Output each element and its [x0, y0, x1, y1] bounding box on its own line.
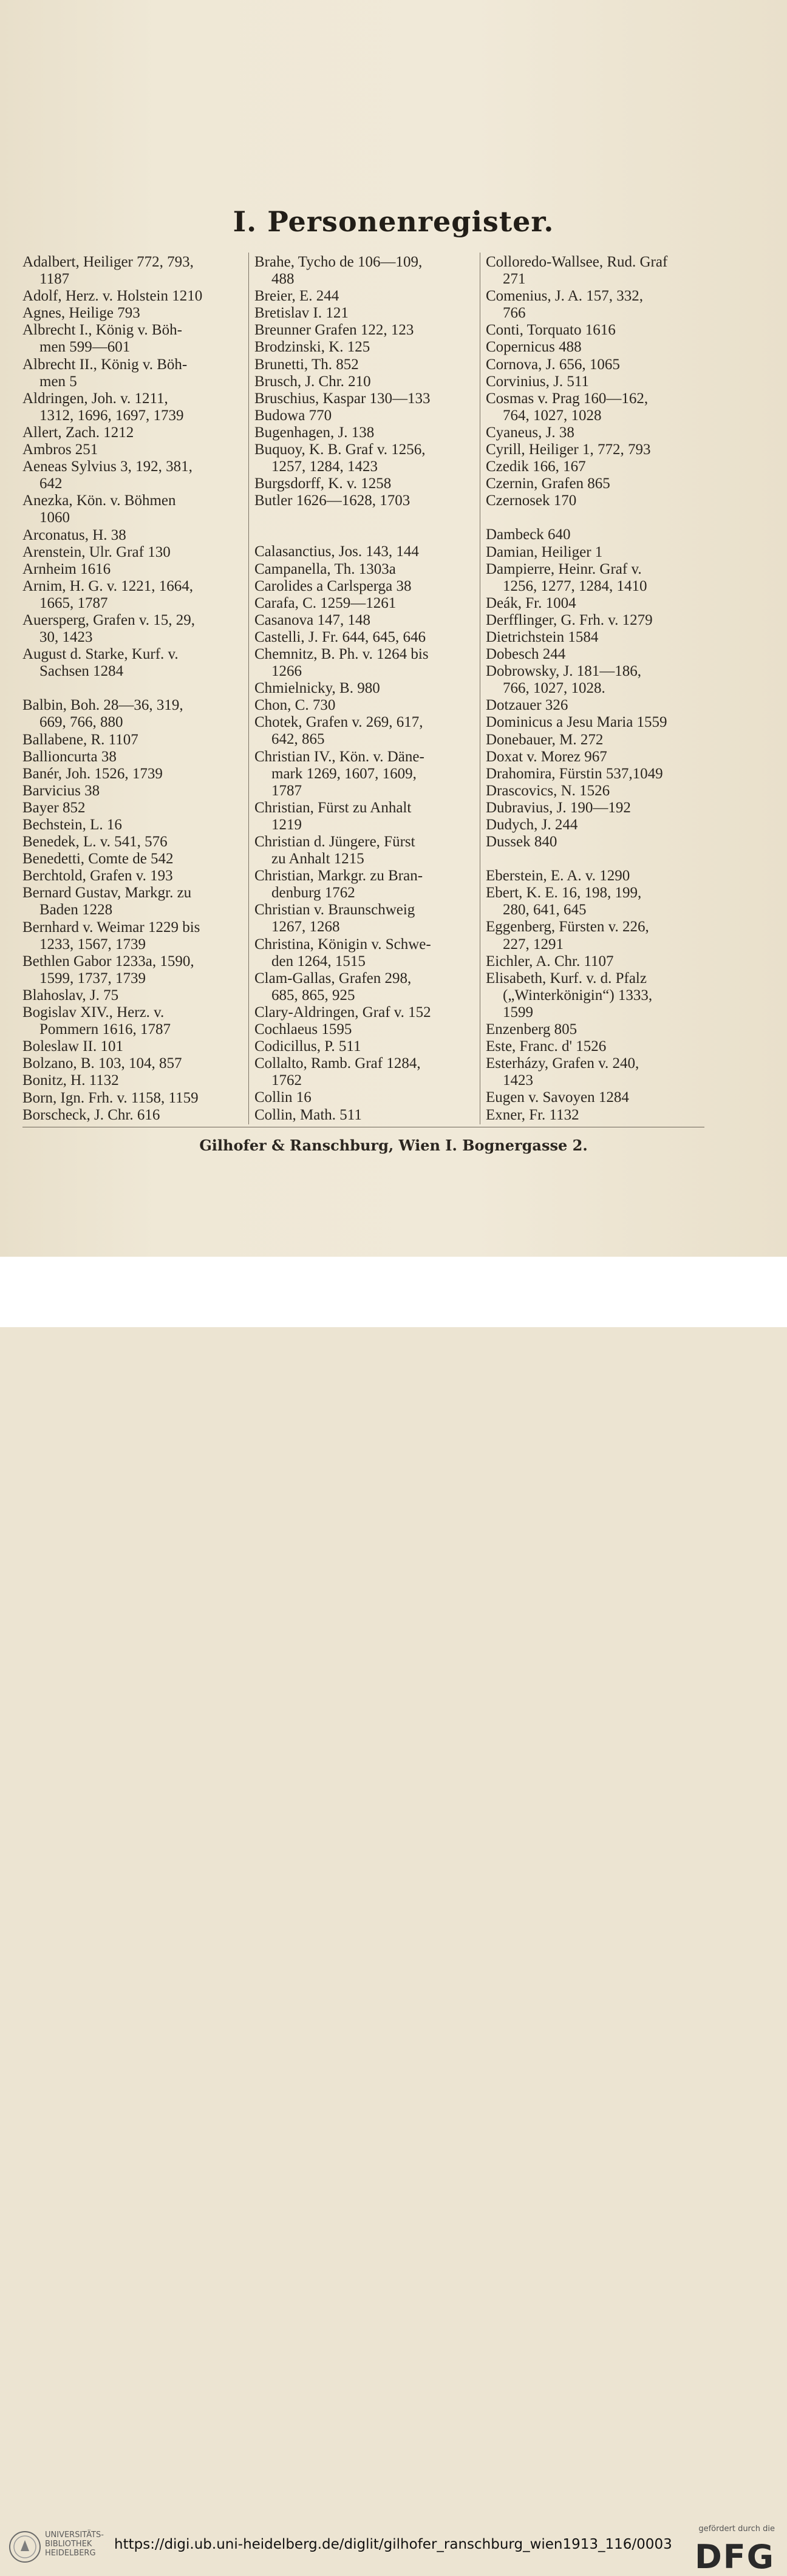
index-entry-line: Cyrill, Heiliger 1, 772, 793 — [486, 441, 651, 458]
index-entry-line: Dietrichstein 1584 — [486, 628, 599, 645]
index-entry-line: Cochlaeus 1595 — [254, 1021, 352, 1038]
index-entry-line: Albrecht II., König v. Böh- — [22, 356, 188, 373]
index-entry-line: Aldringen, Joh. v. 1211, — [22, 390, 168, 407]
index-entry-line: 1312, 1696, 1697, 1739 — [39, 407, 184, 424]
index-entry-line: 669, 766, 880 — [39, 714, 123, 731]
index-entry-line: Dobrowsky, J. 181—186, — [486, 663, 642, 680]
index-entry-line: Burgsdorff, K. v. 1258 — [254, 475, 392, 492]
index-entry-line: Bernard Gustav, Markgr. zu — [22, 885, 192, 902]
index-entry-line: Arenstein, Ulr. Graf 130 — [22, 543, 171, 560]
index-entry-line: Budowa 770 — [254, 407, 332, 424]
university-seal-icon — [9, 2530, 41, 2563]
index-entry-line: Bugenhagen, J. 138 — [254, 424, 375, 441]
index-entry-line: Banér, Joh. 1526, 1739 — [22, 765, 163, 782]
index-entry-line: 1423 — [503, 1072, 533, 1089]
index-entry-line: Balbin, Boh. 28—36, 319, — [22, 697, 183, 714]
index-entry-line: Dubravius, J. 190—192 — [486, 799, 631, 816]
index-entry-line: Collalto, Ramb. Graf 1284, — [254, 1055, 421, 1072]
index-entry-line: Benedetti, Comte de 542 — [22, 851, 174, 868]
index-entry-line: 30, 1423 — [39, 629, 93, 646]
index-entry-line: Esterházy, Grafen v. 240, — [486, 1055, 639, 1072]
index-entry-line: Elisabeth, Kurf. v. d. Pfalz — [486, 970, 647, 987]
index-entry-line: 1060 — [39, 509, 70, 526]
index-entry-line: Bretislav I. 121 — [254, 305, 349, 322]
index-entry-line: Ballabene, R. 1107 — [22, 731, 138, 748]
index-entry-line: mark 1269, 1607, 1609, — [271, 765, 417, 782]
index-entry-line: den 1264, 1515 — [271, 953, 366, 970]
index-entry-line: Brusch, J. Chr. 210 — [254, 373, 371, 390]
index-entry-line: men 5 — [39, 373, 77, 390]
index-entry-line: Barvicius 38 — [22, 782, 100, 799]
index-entry-line: 1762 — [271, 1072, 302, 1089]
index-entry-line: Comenius, J. A. 157, 332, — [486, 288, 644, 305]
index-entry-line: Conti, Torquato 1616 — [486, 322, 616, 339]
index-entry-line: 1266 — [271, 663, 302, 680]
index-entry-line: Corvinius, J. 511 — [486, 373, 589, 390]
index-entry-line: Sachsen 1284 — [39, 663, 124, 680]
permalink-url[interactable]: https://digi.ub.uni-heidelberg.de/diglit/gilhofer_ranschburg_wien1913_116/0003 — [114, 2537, 672, 2552]
index-entry-line: Pommern 1616, 1787 — [39, 1021, 171, 1038]
index-entry-line: Adolf, Herz. v. Holstein 1210 — [22, 288, 203, 305]
funder-note: gefördert durch die — [698, 2524, 775, 2534]
section-gap — [486, 509, 707, 526]
index-entry-line: Auersperg, Grafen v. 15, 29, — [22, 611, 195, 628]
index-entry-line: Dominicus a Jesu Maria 1559 — [486, 714, 667, 731]
index-entry-line: Chon, C. 730 — [254, 697, 336, 714]
index-entry-line: Castelli, J. Fr. 644, 645, 646 — [254, 628, 426, 645]
index-entry-line: 1256, 1277, 1284, 1410 — [503, 577, 647, 594]
index-entry-line: Borscheck, J. Chr. 616 — [22, 1106, 160, 1123]
index-entry-line: Dobesch 244 — [486, 646, 566, 663]
index-entry-line: Born, Ign. Frh. v. 1158, 1159 — [22, 1089, 199, 1106]
index-entry-line: 227, 1291 — [503, 936, 564, 953]
page-title: I. Personenregister. — [233, 205, 554, 238]
index-entry-line: Baden 1228 — [39, 902, 113, 919]
index-entry-line: Adalbert, Heiliger 772, 793, — [22, 254, 194, 270]
section-gap — [254, 509, 476, 526]
index-entry-line: 1233, 1567, 1739 — [39, 936, 146, 953]
index-entry-line: Eggenberg, Fürsten v. 226, — [486, 919, 649, 936]
index-entry-line: Buquoy, K. B. Graf v. 1256, — [254, 441, 426, 458]
index-entry-line: Colloredo-Wallsee, Rud. Graf — [486, 254, 668, 270]
section-gap — [22, 680, 241, 697]
index-entry-line: Campanella, Th. 1303a — [254, 560, 396, 577]
index-entry-line: Chemnitz, B. Ph. v. 1264 bis — [254, 645, 429, 662]
dfg-logo: DFG — [694, 2538, 775, 2576]
index-entry-line: 1599 — [503, 1004, 533, 1021]
index-entry-line: 1599, 1737, 1739 — [39, 970, 146, 987]
index-entry-line: Eberstein, E. A. v. 1290 — [486, 868, 630, 885]
index-entry-line: Breier, E. 244 — [254, 288, 339, 305]
index-entry-line: Butler 1626—1628, 1703 — [254, 492, 411, 509]
index-entry-line: Bernhard v. Weimar 1229 bis — [22, 919, 200, 936]
section-gap — [254, 526, 476, 543]
index-entry-line: Damian, Heiliger 1 — [486, 543, 603, 560]
index-entry-line: Bechstein, L. 16 — [22, 817, 122, 833]
index-entry-line: men 599—601 — [39, 339, 131, 356]
index-entry-line: Dambeck 640 — [486, 526, 571, 543]
index-entry-line: zu Anhalt 1215 — [271, 851, 364, 868]
index-entry-line: Deák, Fr. 1004 — [486, 594, 576, 611]
index-entry-line: Clam-Gallas, Grafen 298, — [254, 970, 412, 987]
section-gap — [486, 851, 707, 868]
index-entry-line: Blahoslav, J. 75 — [22, 987, 119, 1004]
index-entry-line: Clary-Aldringen, Graf v. 152 — [254, 1004, 431, 1021]
library-line: BIBLIOTHEK — [45, 2540, 92, 2549]
index-entry-line: 642, 865 — [271, 731, 325, 748]
index-entry-line: Eichler, A. Chr. 1107 — [486, 953, 614, 970]
index-entry-line: Bogislav XIV., Herz. v. — [22, 1004, 165, 1021]
index-entry-line: Agnes, Heilige 793 — [22, 305, 140, 322]
index-entry-line: Eugen v. Savoyen 1284 — [486, 1089, 629, 1106]
index-entry-line: Drahomira, Fürstin 537,1049 — [486, 765, 663, 782]
index-entry-line: Benedek, L. v. 541, 576 — [22, 834, 168, 851]
index-entry-line: 1187 — [39, 271, 70, 288]
index-entry-line: Derfflinger, G. Frh. v. 1279 — [486, 611, 653, 628]
index-entry-line: Dotzauer 326 — [486, 697, 568, 714]
index-entry-line: Exner, Fr. 1132 — [486, 1106, 579, 1123]
index-entry-line: Codicillus, P. 511 — [254, 1038, 361, 1055]
index-entry-line: 764, 1027, 1028 — [503, 407, 602, 424]
index-entry-line: Chotek, Grafen v. 269, 617, — [254, 714, 423, 731]
index-entry-line: 1219 — [271, 816, 302, 833]
index-entry-line: Arnim, H. G. v. 1221, 1664, — [22, 577, 194, 594]
index-entry-line: Casanova 147, 148 — [254, 611, 370, 628]
index-entry-line: August d. Starke, Kurf. v. — [22, 646, 179, 663]
index-entry-line: Carafa, C. 1259—1261 — [254, 594, 397, 611]
index-entry-line: Bruschius, Kaspar 130—133 — [254, 390, 431, 407]
scanned-page — [0, 0, 787, 1257]
index-entry-line: Breunner Grafen 122, 123 — [254, 322, 414, 339]
index-entry-line: Dussek 840 — [486, 834, 557, 851]
index-entry-line: Brahe, Tycho de 106—109, — [254, 254, 423, 270]
index-entry-line: Czedik 166, 167 — [486, 458, 586, 475]
index-entry-line: 280, 641, 645 — [503, 902, 587, 919]
index-entry-line: 1267, 1268 — [271, 919, 340, 936]
index-entry-line: Christian, Fürst zu Anhalt — [254, 799, 412, 816]
index-entry-line: Dudych, J. 244 — [486, 817, 578, 833]
library-name — [45, 2530, 104, 2558]
index-entry-line: 488 — [271, 271, 295, 288]
index-entry-line: Collin, Math. 511 — [254, 1106, 362, 1123]
index-entry-line: Brunetti, Th. 852 — [254, 356, 359, 373]
index-entry-line: denburg 1762 — [271, 885, 355, 902]
index-entry-line: Aeneas Sylvius 3, 192, 381, — [22, 458, 192, 475]
index-entry-line: Bolzano, B. 103, 104, 857 — [22, 1055, 182, 1072]
index-entry-line: Arnheim 1616 — [22, 560, 111, 577]
index-entry-line: Allert, Zach. 1212 — [22, 424, 134, 441]
index-entry-line: Chmielnicky, B. 980 — [254, 680, 380, 697]
library-line: HEIDELBERG — [45, 2549, 96, 2558]
index-entry-line: Arconatus, H. 38 — [22, 526, 126, 543]
index-column-3 — [486, 254, 707, 1124]
index-entry-line: Czernosek 170 — [486, 492, 577, 509]
index-entry-line: Bethlen Gabor 1233a, 1590, — [22, 953, 194, 970]
index-entry-line: 642 — [39, 475, 63, 492]
index-entry-line: 766, 1027, 1028. — [503, 680, 605, 697]
index-entry-line: Czernin, Grafen 865 — [486, 475, 610, 492]
index-entry-line: Albrecht I., König v. Böh- — [22, 322, 182, 339]
index-entry-line: Berchtold, Grafen v. 193 — [22, 868, 173, 885]
index-entry-line: 1665, 1787 — [39, 594, 108, 611]
index-entry-line: 1787 — [271, 782, 302, 799]
index-entry-line: Christian IV., Kön. v. Däne- — [254, 748, 424, 765]
index-column-1 — [22, 254, 241, 1124]
index-entry-line: 766 — [503, 305, 526, 322]
index-entry-line: 1257, 1284, 1423 — [271, 458, 378, 475]
index-entry-line: Cyaneus, J. 38 — [486, 424, 574, 441]
index-entry-line: Christina, Königin v. Schwe- — [254, 936, 431, 953]
index-entry-line: Calasanctius, Jos. 143, 144 — [254, 543, 419, 560]
index-entry-line: Bayer 852 — [22, 799, 86, 816]
index-entry-line: Este, Franc. d' 1526 — [486, 1038, 607, 1055]
index-entry-line: Donebauer, M. 272 — [486, 731, 604, 748]
index-entry-line: Carolides a Carlsperga 38 — [254, 577, 412, 594]
index-entry-line: Brodzinski, K. 125 — [254, 339, 370, 356]
index-entry-line: Ebert, K. E. 16, 198, 199, — [486, 885, 642, 902]
index-entry-line: Cornova, J. 656, 1065 — [486, 356, 620, 373]
index-entry-line: Collin 16 — [254, 1089, 312, 1106]
index-entry-line: 685, 865, 925 — [271, 987, 355, 1004]
index-entry-line: Ballioncurta 38 — [22, 748, 117, 765]
index-column-2 — [254, 254, 476, 1124]
index-entry-line: Cosmas v. Prag 160—162, — [486, 390, 649, 407]
column-divider — [248, 253, 249, 1124]
index-entry-line: Christian d. Jüngere, Fürst — [254, 834, 415, 850]
index-entry-line: Christian, Markgr. zu Bran- — [254, 868, 423, 885]
index-entry-line: Doxat v. Morez 967 — [486, 748, 607, 765]
index-entry-line: Ambros 251 — [22, 441, 98, 458]
index-entry-line: Boleslaw II. 101 — [22, 1038, 123, 1055]
library-line: UNIVERSITÄTS- — [45, 2530, 104, 2540]
index-entry-line: Drascovics, N. 1526 — [486, 782, 610, 799]
index-entry-line: („Winterkönigin“) 1333, — [503, 987, 653, 1004]
publisher-footer: Gilhofer & Ranschburg, Wien I. Bognergasse 2. — [199, 1137, 588, 1154]
index-entry-line: 271 — [503, 271, 526, 288]
index-entry-line: Bonitz, H. 1132 — [22, 1072, 119, 1089]
index-entry-line: Dampierre, Heinr. Graf v. — [486, 560, 642, 577]
index-entry-line: Christian v. Braunschweig — [254, 902, 415, 919]
viewer-bottom-bar — [0, 1257, 787, 2576]
index-entry-line: Copernicus 488 — [486, 339, 582, 356]
index-entry-line: Anezka, Kön. v. Böhmen — [22, 492, 176, 509]
index-entry-line: Enzenberg 805 — [486, 1021, 577, 1038]
